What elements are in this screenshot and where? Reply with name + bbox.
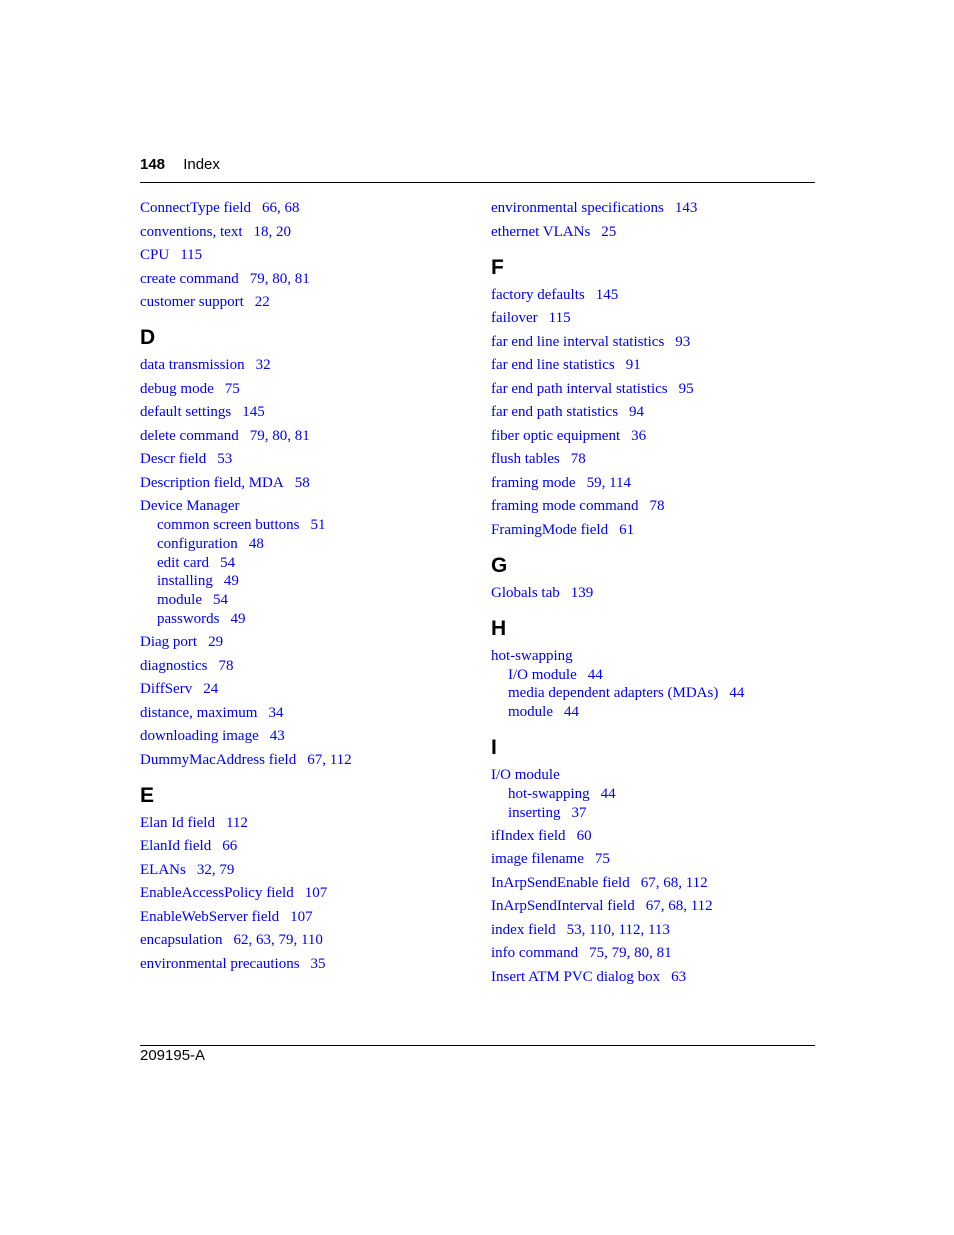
index-entry-line bbox=[491, 584, 815, 603]
index-entry bbox=[140, 680, 470, 699]
index-entry bbox=[140, 270, 470, 289]
index-entry-line bbox=[491, 497, 815, 516]
index-term-link[interactable]: debug mode bbox=[140, 380, 214, 397]
page-reference-link[interactable]: 35 bbox=[310, 955, 326, 972]
page-reference-link[interactable]: 107 bbox=[290, 908, 313, 925]
index-entry-line bbox=[140, 955, 470, 974]
index-term-link[interactable]: Description field, MDA bbox=[140, 474, 284, 491]
page-reference-link[interactable]: 75, 79, 80, 81 bbox=[589, 945, 672, 962]
index-term-link[interactable]: encapsulation bbox=[140, 932, 223, 949]
index-subentry bbox=[491, 684, 815, 703]
page-reference-link[interactable]: 44 bbox=[600, 785, 616, 802]
index-subentry bbox=[140, 554, 470, 573]
page-reference-link[interactable]: 107 bbox=[304, 885, 328, 902]
page-number: 148 bbox=[140, 156, 166, 173]
index-entry-line bbox=[491, 944, 815, 963]
page-reference-link[interactable]: 32, 79 bbox=[196, 861, 235, 878]
index-entry-line bbox=[140, 199, 470, 218]
index-entry bbox=[140, 474, 470, 493]
index-entry bbox=[491, 968, 815, 987]
index-entry-line bbox=[140, 908, 470, 927]
page-reference-link[interactable]: 43 bbox=[269, 728, 285, 745]
page-reference-link[interactable]: 51 bbox=[310, 517, 326, 533]
index-term-link[interactable]: customer support bbox=[140, 294, 244, 310]
page-reference-link[interactable]: 37 bbox=[571, 804, 587, 821]
index-entry bbox=[140, 931, 470, 950]
page-reference-link[interactable]: 63 bbox=[671, 968, 687, 985]
index-term-link[interactable]: EnableAccessPolicy field bbox=[140, 885, 294, 902]
index-subterm-link[interactable]: passwords bbox=[157, 610, 220, 627]
page-reference-link[interactable]: 60 bbox=[576, 827, 592, 844]
page-reference-link[interactable]: 67, 112 bbox=[307, 751, 352, 768]
index-entry bbox=[140, 380, 470, 399]
index-entry bbox=[491, 380, 815, 399]
index-entry bbox=[140, 884, 470, 903]
index-letter-heading: E bbox=[140, 783, 155, 807]
index-entry-line bbox=[491, 827, 815, 846]
index-term-link[interactable]: environmental precautions bbox=[140, 955, 300, 972]
page-reference-link[interactable]: 112 bbox=[225, 814, 248, 831]
index-entry-line bbox=[140, 270, 470, 289]
index-entry-line bbox=[491, 223, 815, 242]
index-entry-line bbox=[491, 921, 815, 940]
index-term-link[interactable]: image filename bbox=[491, 851, 584, 868]
index-entry-line bbox=[491, 356, 815, 375]
page-reference-link[interactable]: 75 bbox=[224, 380, 240, 397]
page-reference-link[interactable]: 18, 20 bbox=[253, 223, 291, 240]
page-reference-link[interactable]: 145 bbox=[595, 286, 619, 303]
index-entry-line bbox=[491, 450, 815, 469]
index-term-link[interactable]: flush tables bbox=[491, 451, 560, 467]
index-term-link[interactable]: ConnectType field bbox=[140, 200, 251, 216]
index-entry bbox=[140, 837, 470, 856]
index-term-link[interactable]: I/O module bbox=[491, 766, 560, 783]
page-reference-link[interactable]: 62, 63, 79, 110 bbox=[233, 932, 323, 949]
index-subentry bbox=[140, 591, 470, 610]
index-entry-line bbox=[140, 223, 470, 242]
page-reference-link[interactable]: 78 bbox=[649, 498, 665, 514]
index-subentry bbox=[491, 703, 815, 722]
index-entry-line bbox=[140, 680, 470, 699]
index-subterm-link[interactable]: inserting bbox=[508, 804, 561, 821]
index-entry bbox=[491, 584, 815, 603]
page-reference-link[interactable]: 54 bbox=[220, 554, 236, 571]
page-reference-link[interactable]: 79, 80, 81 bbox=[249, 270, 310, 287]
index-term-link[interactable]: ethernet VLANs bbox=[491, 223, 591, 240]
index-letter-heading: H bbox=[491, 616, 507, 640]
page-reference-link[interactable]: 95 bbox=[678, 380, 694, 397]
index-entry bbox=[491, 223, 815, 242]
page-reference-link[interactable]: 44 bbox=[564, 704, 579, 721]
index-letter-heading: I bbox=[491, 735, 497, 759]
page-reference-link[interactable]: 115 bbox=[548, 310, 571, 326]
index-entry-line bbox=[491, 380, 815, 399]
index-term-link[interactable]: InArpSendInterval field bbox=[491, 898, 635, 915]
index-entry bbox=[491, 474, 815, 493]
index-subentry bbox=[140, 572, 470, 591]
index-term-link[interactable]: index field bbox=[491, 921, 556, 938]
page-reference-link[interactable]: 25 bbox=[601, 223, 617, 240]
index-entry bbox=[491, 766, 815, 823]
page-reference-link[interactable]: 143 bbox=[674, 200, 698, 216]
index-term-link[interactable]: InArpSendEnable field bbox=[491, 874, 630, 891]
index-entry-line bbox=[140, 861, 470, 880]
index-entry-line bbox=[491, 850, 815, 869]
index-entry-line bbox=[140, 814, 470, 833]
index-subterm-link[interactable]: media dependent adapters (MDAs) bbox=[508, 685, 719, 702]
document-number: 209195-A bbox=[140, 1047, 206, 1064]
index-entry bbox=[491, 403, 815, 422]
index-entry bbox=[491, 850, 815, 869]
index-entry bbox=[140, 861, 470, 880]
index-entry-line bbox=[140, 704, 470, 723]
index-term-link[interactable]: factory defaults bbox=[491, 286, 585, 303]
index-term-link[interactable]: distance, maximum bbox=[140, 704, 258, 721]
index-entry bbox=[140, 246, 470, 265]
index-entry bbox=[491, 944, 815, 963]
page-reference-link[interactable]: 94 bbox=[629, 404, 645, 420]
page-reference-link[interactable]: 53 bbox=[217, 451, 233, 467]
page-reference-link[interactable]: 22 bbox=[254, 294, 270, 310]
index-term-link[interactable]: ifIndex field bbox=[491, 827, 566, 844]
index-term-link[interactable]: Globals tab bbox=[491, 584, 560, 601]
index-entry-line bbox=[491, 286, 815, 305]
index-entry-line bbox=[491, 427, 815, 446]
index-term-link[interactable]: far end line statistics bbox=[491, 357, 615, 373]
index-subterm-link[interactable]: I/O module bbox=[508, 666, 577, 683]
index-entry bbox=[491, 309, 815, 328]
index-term-link[interactable]: far end path interval statistics bbox=[491, 380, 668, 397]
index-term-link[interactable]: default settings bbox=[140, 404, 232, 420]
index-entry-line bbox=[140, 474, 470, 493]
index-entry-line bbox=[140, 931, 470, 950]
page-reference-link[interactable]: 66, 68 bbox=[262, 200, 300, 216]
index-entry bbox=[140, 814, 470, 833]
page-header bbox=[140, 156, 815, 173]
index-term-link[interactable]: Device Manager bbox=[140, 498, 240, 514]
index-column-left bbox=[140, 199, 470, 978]
index-subterm-link[interactable]: edit card bbox=[157, 554, 210, 571]
header-rule bbox=[140, 182, 815, 183]
page-reference-link[interactable]: 59, 114 bbox=[586, 474, 632, 491]
index-entry-line bbox=[140, 380, 470, 399]
index-entry bbox=[140, 356, 470, 375]
page-reference-link[interactable]: 139 bbox=[570, 584, 594, 601]
index-term-link[interactable]: ElanId field bbox=[140, 838, 212, 855]
page-reference-link[interactable]: 49 bbox=[223, 573, 239, 590]
index-term-link[interactable]: framing mode command bbox=[491, 498, 639, 514]
index-entry bbox=[491, 286, 815, 305]
page-reference-link[interactable]: 145 bbox=[242, 404, 265, 420]
index-entry-line bbox=[140, 246, 470, 265]
index-entry bbox=[140, 199, 470, 218]
index-subterm-link[interactable]: hot-swapping bbox=[508, 785, 590, 802]
index-entry bbox=[491, 497, 815, 516]
page-reference-link[interactable]: 36 bbox=[631, 427, 647, 444]
index-entry bbox=[140, 223, 470, 242]
index-entry bbox=[140, 633, 470, 652]
index-entry-line bbox=[491, 521, 815, 540]
page-reference-link[interactable]: 61 bbox=[619, 521, 635, 538]
index-entry-line bbox=[140, 751, 470, 770]
index-subentry bbox=[140, 535, 470, 554]
page-reference-link[interactable]: 91 bbox=[625, 357, 641, 373]
page-reference-link[interactable]: 78 bbox=[570, 451, 586, 467]
index-entry-line bbox=[491, 897, 815, 916]
index-column-right bbox=[491, 199, 815, 991]
index-entry-line bbox=[491, 199, 815, 218]
index-subterm-link[interactable]: common screen buttons bbox=[157, 517, 300, 533]
index-letter-heading: G bbox=[491, 553, 508, 577]
page-reference-link[interactable]: 67, 68, 112 bbox=[645, 898, 713, 915]
index-entry-line bbox=[140, 497, 470, 516]
index-entry-line bbox=[491, 309, 815, 328]
index-term-link[interactable]: create command bbox=[140, 270, 239, 287]
index-term-link[interactable]: hot-swapping bbox=[491, 647, 573, 664]
page-reference-link[interactable]: 44 bbox=[587, 666, 603, 683]
index-entry bbox=[140, 657, 470, 676]
page-reference-link[interactable]: 67, 68, 112 bbox=[640, 874, 708, 891]
index-entry-line bbox=[491, 403, 815, 422]
index-entry bbox=[491, 450, 815, 469]
index-entry-line bbox=[140, 837, 470, 856]
page-reference-link[interactable]: 115 bbox=[180, 247, 203, 263]
index-term-link[interactable]: Elan Id field bbox=[140, 814, 215, 831]
index-term-link[interactable]: fiber optic equipment bbox=[491, 427, 621, 444]
index-term-link[interactable]: far end path statistics bbox=[491, 404, 619, 420]
index-entry bbox=[140, 751, 470, 770]
index-subentry bbox=[140, 516, 470, 535]
index-entry bbox=[491, 921, 815, 940]
index-subterm-link[interactable]: configuration bbox=[157, 535, 238, 552]
page-reference-link[interactable]: 44 bbox=[729, 685, 745, 702]
footer-rule bbox=[140, 1045, 815, 1046]
index-term-link[interactable]: framing mode bbox=[491, 474, 576, 491]
index-term-link[interactable]: delete command bbox=[140, 427, 239, 444]
index-entry-line bbox=[140, 657, 470, 676]
index-entry bbox=[491, 333, 815, 352]
index-entry-line bbox=[140, 356, 470, 375]
index-term-link[interactable]: diagnostics bbox=[140, 657, 208, 674]
index-entry-line bbox=[140, 450, 470, 469]
index-entry-line bbox=[140, 633, 470, 652]
index-entry bbox=[140, 450, 470, 469]
index-term-link[interactable]: downloading image bbox=[140, 728, 259, 745]
index-entry bbox=[140, 955, 470, 974]
index-entry bbox=[491, 827, 815, 846]
index-entry-line bbox=[491, 968, 815, 987]
index-entry bbox=[140, 403, 470, 422]
page-reference-link[interactable]: 29 bbox=[208, 634, 224, 651]
page-reference-link[interactable]: 54 bbox=[213, 592, 228, 609]
index-term-link[interactable]: data transmission bbox=[140, 357, 245, 373]
index-entry bbox=[140, 427, 470, 446]
index-entry bbox=[491, 897, 815, 916]
index-entry bbox=[140, 727, 470, 746]
index-subentry bbox=[491, 666, 815, 685]
page-reference-link[interactable]: 79, 80, 81 bbox=[249, 427, 310, 444]
index-term-link[interactable]: Descr field bbox=[140, 451, 207, 467]
index-term-link[interactable]: Diag port bbox=[140, 634, 198, 651]
index-term-link[interactable]: Insert ATM PVC dialog box bbox=[491, 968, 661, 985]
index-term-link[interactable]: CPU bbox=[140, 247, 170, 263]
index-subentry bbox=[491, 785, 815, 804]
index-letter-heading: F bbox=[491, 255, 504, 279]
index-entry-line bbox=[491, 474, 815, 493]
page-reference-link[interactable]: 75 bbox=[594, 851, 610, 868]
index-entry bbox=[140, 497, 470, 629]
index-term-link[interactable]: failover bbox=[491, 310, 538, 326]
index-entry bbox=[491, 427, 815, 446]
page-reference-link[interactable]: 49 bbox=[230, 610, 246, 627]
page-reference-link[interactable]: 66 bbox=[222, 838, 238, 855]
section-title: Index bbox=[183, 156, 220, 173]
index-term-link[interactable]: FramingMode field bbox=[491, 521, 609, 538]
page-reference-link[interactable]: 48 bbox=[248, 535, 264, 552]
index-entry-line bbox=[140, 727, 470, 746]
index-entry-line bbox=[491, 333, 815, 352]
index-entry bbox=[140, 908, 470, 927]
page-reference-link[interactable]: 34 bbox=[268, 704, 284, 721]
index-term-link[interactable]: DiffServ bbox=[140, 681, 193, 698]
index-entry-line bbox=[140, 427, 470, 446]
index-term-link[interactable]: far end line interval statistics bbox=[491, 333, 665, 350]
index-entry bbox=[491, 356, 815, 375]
index-subentry bbox=[491, 804, 815, 823]
index-term-link[interactable]: EnableWebServer field bbox=[140, 908, 280, 925]
index-term-link[interactable]: info command bbox=[491, 945, 579, 962]
index-term-link[interactable]: ELANs bbox=[140, 861, 186, 878]
index-entry-line bbox=[140, 403, 470, 422]
index-subterm-link[interactable]: module bbox=[508, 704, 553, 721]
index-entry bbox=[491, 647, 815, 722]
page-reference-link[interactable]: 32 bbox=[255, 357, 271, 373]
index-entry bbox=[491, 199, 815, 218]
index-entry-line bbox=[140, 293, 470, 312]
index-entry-line bbox=[491, 874, 815, 893]
page-reference-link[interactable]: 24 bbox=[203, 681, 219, 698]
page-reference-link[interactable]: 53, 110, 112, 113 bbox=[566, 921, 670, 938]
index-term-link[interactable]: DummyMacAddress field bbox=[140, 751, 297, 768]
page-reference-link[interactable]: 93 bbox=[675, 333, 691, 350]
index-entry bbox=[140, 704, 470, 723]
index-entry bbox=[491, 521, 815, 540]
index-term-link[interactable]: environmental specifications bbox=[491, 200, 664, 216]
index-subentry bbox=[140, 610, 470, 629]
index-subterm-link[interactable]: installing bbox=[157, 573, 213, 590]
index-entry-line bbox=[491, 647, 815, 666]
index-entry-line bbox=[140, 884, 470, 903]
index-term-link[interactable]: conventions, text bbox=[140, 223, 243, 240]
index-entry bbox=[491, 874, 815, 893]
index-subterm-link[interactable]: module bbox=[157, 592, 202, 609]
page-reference-link[interactable]: 78 bbox=[218, 657, 234, 674]
index-entry-line bbox=[491, 766, 815, 785]
index-letter-heading: D bbox=[140, 326, 156, 349]
page-reference-link[interactable]: 58 bbox=[294, 474, 310, 491]
index-entry bbox=[140, 293, 470, 312]
